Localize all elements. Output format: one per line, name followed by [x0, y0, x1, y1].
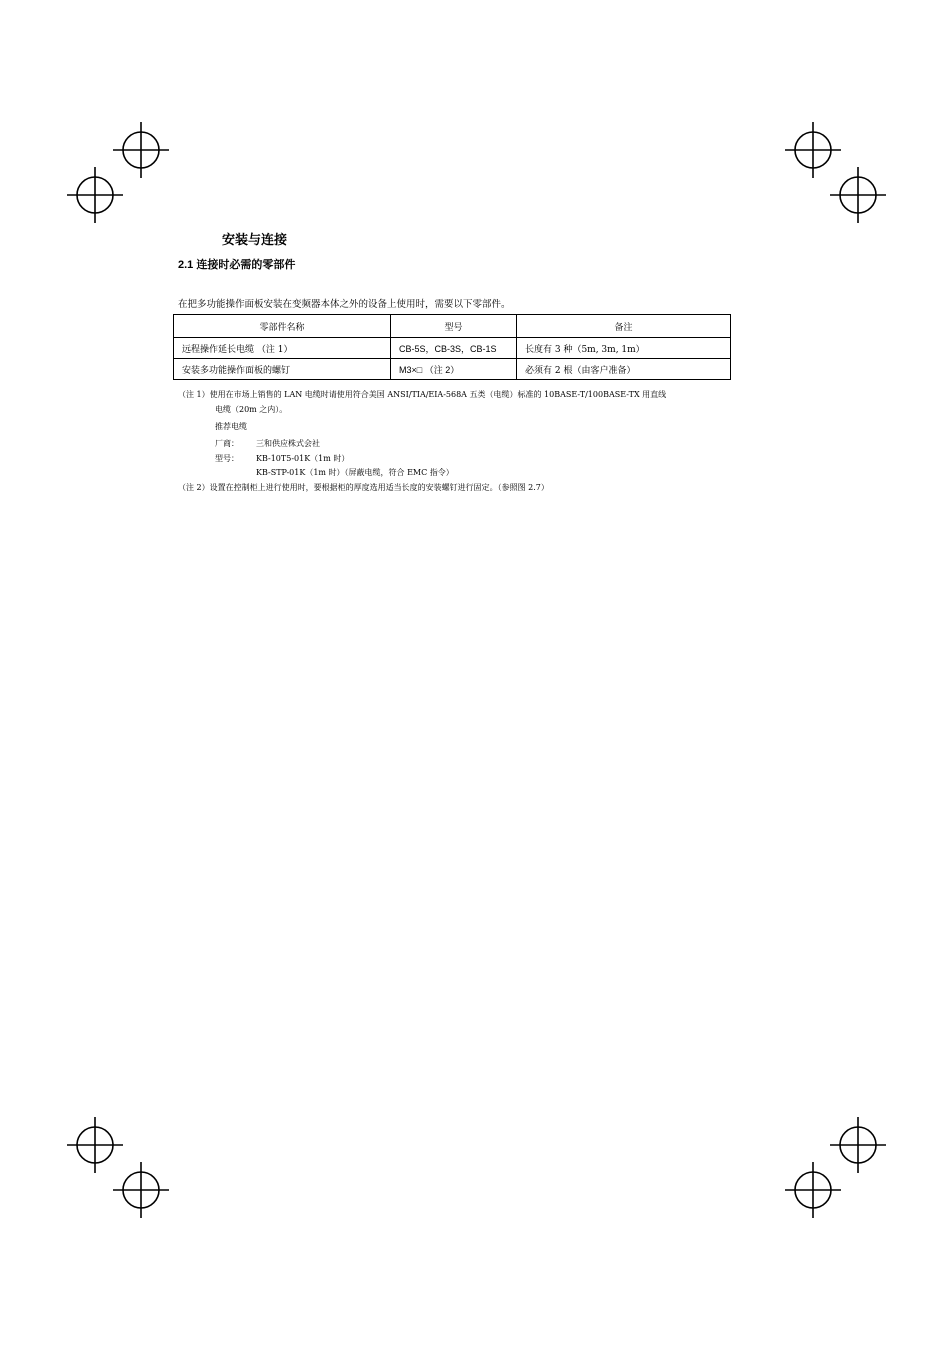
subsection-title: 2.1 连接时必需的零部件: [178, 259, 296, 271]
intro-paragraph: 在把多功能操作面板安装在变频器本体之外的设备上使用时，需要以下零部件。: [178, 299, 511, 310]
parts-table: [173, 314, 731, 380]
table-row: [174, 359, 731, 380]
model-value-2: KB-STP-01K（1m 时）（屏蔽电缆，符合 EMC 指令）: [256, 468, 454, 477]
table-header-row: [174, 315, 731, 338]
column-header-model: 型号: [391, 315, 517, 338]
table-cell-part-name: 远程操作延长电缆 （注 1）: [174, 338, 391, 359]
column-header-part-name: 零部件名称: [174, 315, 391, 338]
registration-crosshair-icon: [113, 1162, 169, 1218]
maker-label: 厂商：: [215, 439, 239, 448]
column-header-remarks: 备注: [517, 315, 731, 338]
note-2: （注 2）设置在控制柜上进行使用时，要根据柜的厚度选用适当长度的安装螺钉进行固定。（参照图 2.7）: [178, 483, 549, 492]
note-1-line-1: （注 1）使用在市场上销售的 LAN 电缆时请使用符合美国 ANSI/TIA/EIA-568A 五类（电缆）标准的 10BASE-T/100BASE-TX 用直线: [178, 390, 667, 399]
model-label: 型号：: [215, 454, 239, 463]
section-title: 安装与连接: [222, 232, 288, 247]
registration-crosshair-icon: [67, 167, 123, 223]
note-1-line-2: 电缆（20m 之内）。: [215, 405, 288, 414]
table-cell-model: CB-5S，CB-3S，CB-1S: [391, 338, 517, 359]
table-cell-part-name: 安装多功能操作面板的螺钉: [174, 359, 391, 380]
table-row: [174, 338, 731, 359]
registration-crosshair-icon: [785, 1162, 841, 1218]
table-cell-remarks: 长度有 3 种（5m, 3m, 1m）: [517, 338, 731, 359]
model-value-1: KB-10T5-01K（1m 时）: [256, 454, 350, 463]
maker-value: 三和供应株式会社: [256, 439, 320, 448]
table-cell-remarks: 必须有 2 根（由客户准备）: [517, 359, 731, 380]
recommended-cable-label: 推荐电缆: [215, 422, 247, 431]
registration-crosshair-icon: [830, 167, 886, 223]
table-cell-model: M3×□ （注 2）: [391, 359, 517, 380]
